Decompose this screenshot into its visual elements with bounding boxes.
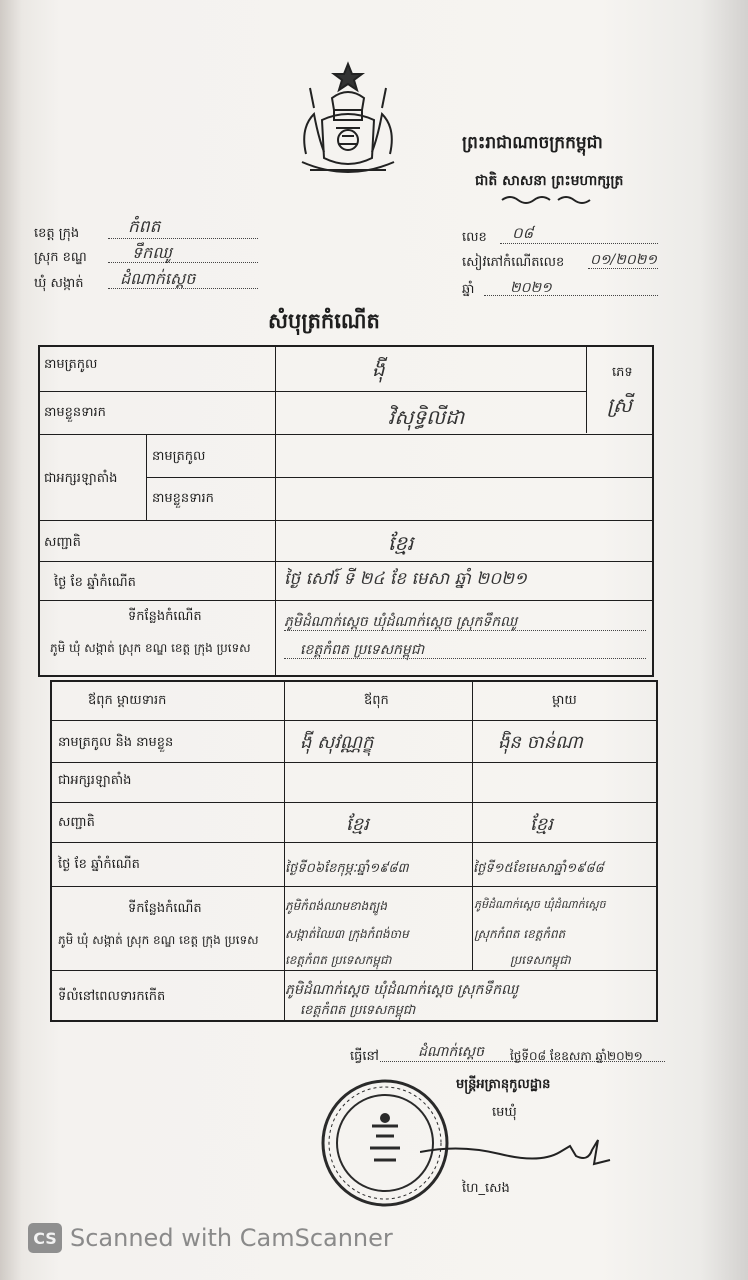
mother-name: ង៉ិន ចាន់ណា (498, 732, 583, 753)
parents-name-label: នាមត្រកូល និង នាមខ្លួន (58, 735, 174, 750)
document-title: សំបុត្រកំណើត (268, 309, 380, 333)
commune-label: ឃុំ សង្កាត់ (34, 276, 84, 291)
ornament-divider-icon (500, 194, 592, 206)
child-pob-value-2: ខេត្តកំពត ប្រទេសកម្ពុជា (300, 642, 425, 658)
father-pob-3: ខេត្តកំពត ប្រទេសកម្ពុជា (285, 953, 392, 967)
district-label: ស្រុក ខណ្ឌ (34, 250, 87, 265)
father-column-label: ឪពុក (364, 693, 389, 708)
sex-label: ភេទ (612, 365, 633, 380)
year-label: ឆ្នាំ (462, 282, 475, 297)
mother-nationality: ខ្មែរ (530, 814, 553, 835)
latin-label: ជាអក្សរឡាតាំង (44, 471, 118, 486)
official-title: មន្ត្រីអត្រានុកូលដ្ឋាន (456, 1077, 551, 1092)
parents-pob-label-1: ទីកន្លែងកំណើត (128, 901, 202, 916)
district-dotline (108, 262, 258, 263)
camscanner-logo-icon: CS (28, 1223, 62, 1253)
province-label: ខេត្ត ក្រុង (34, 226, 80, 241)
parents-dob-label: ថ្ងៃ ខែ ឆ្នាំកំណើត (58, 857, 140, 872)
child-nationality-value: ខ្មែរ (388, 531, 414, 555)
residence-value-1: ភូមិដំណាក់ស្ដេច ឃុំដំណាក់ស្ដេច ស្រុកទឹកឈូ (285, 982, 519, 998)
parents-header-label: ឪពុក ម្ដាយទារក (88, 693, 167, 708)
number-value: ០៨ (512, 224, 534, 242)
child-dob-value: ថ្ងៃ សៅរ៍ ទី ២៤ ខែ មេសា ឆ្នាំ ២០២១ (284, 569, 527, 589)
national-motto: ជាតិ សាសនា ព្រះមហាក្សត្រ (475, 173, 624, 189)
child-surname-value: ង៉ី (372, 357, 385, 381)
mother-dob: ថ្ងៃទី១៥ខែមេសាឆ្នាំ១៩៨៨ (473, 861, 604, 876)
number-label: លេខ (462, 230, 487, 245)
parents-pob-label-2: ភូមិ ឃុំ សង្កាត់ ស្រុក ខណ្ឌ ខេត្ត ក្រុង ប្រទេស (58, 933, 259, 947)
camscanner-text: Scanned with CamScanner (70, 1224, 393, 1252)
father-pob-2: សង្កាត់ឈៃ៣ ក្រុងកំពង់ចាម (285, 927, 409, 941)
child-given-value: វិសុទ្ធិលីដា (388, 405, 465, 429)
mother-column-label: ម្ដាយ (552, 693, 577, 708)
father-pob-1: ភូមិកំពង់ឈាមខាងត្បូង (285, 899, 388, 913)
latin-surname-label: នាមត្រកូល (152, 449, 206, 464)
official-role: មេឃុំ (492, 1105, 517, 1120)
parents-latin-label: ជាអក្សរឡាតាំង (58, 773, 132, 788)
child-pob-value-1: ភូមិដំណាក់ស្ដេច ឃុំដំណាក់ស្ដេច ស្រុកទឹកឈូ (284, 614, 518, 630)
latin-given-label: នាមខ្លួនទារក (152, 491, 214, 506)
year-value: ២០២១ (510, 280, 552, 296)
child-pob-label-1: ទីកន្លែងកំណើត (128, 609, 202, 624)
child-dob-label: ថ្ងៃ ខែ ឆ្នាំកំណើត (54, 575, 136, 590)
issue-date: ថ្ងៃទី០៨ ខែឧសភា ឆ្នាំ២០២១ (510, 1049, 643, 1063)
child-surname-label: នាមត្រកូល (44, 357, 98, 372)
child-nationality-label: សញ្ជាតិ (44, 535, 81, 550)
residence-label: ទីលំនៅពេលទារកកើត (58, 989, 166, 1004)
province-value: កំពត (128, 217, 161, 237)
mother-pob-1: ភូមិដំណាក់ស្ដេច ឃុំដំណាក់ស្ដេច (474, 898, 606, 911)
mother-pob-3: ប្រទេសកម្ពុជា (510, 953, 571, 967)
kingdom-title: ព្រះរាជាណាចក្រកម្ពុជា (462, 133, 603, 153)
district-value: ទឹកឈូ (132, 243, 172, 262)
sex-value: ស្រី (607, 393, 632, 417)
made-at-value: ដំណាក់ស្ដេច (418, 1044, 484, 1060)
child-given-label: នាមខ្លួនទារក (44, 405, 106, 420)
child-pob-label-2: ភូមិ ឃុំ សង្កាត់ ស្រុក ខណ្ឌ ខេត្ត ក្រុង ប្រទេស (50, 641, 251, 655)
signer-name: ហៃ_សេង (462, 1181, 510, 1196)
book-label: សៀវភៅកំណើតលេខ (462, 255, 565, 270)
book-value: ០១/២០២១ (590, 252, 657, 268)
father-nationality: ខ្មែរ (346, 814, 369, 835)
signature-icon (420, 1134, 620, 1178)
camscanner-watermark (28, 1218, 393, 1258)
commune-value: ដំណាក់ស្ដេច (120, 269, 196, 288)
mother-pob-2: ស្រុកកំពត ខេត្តកំពត (474, 927, 566, 941)
parents-nationality-label: សញ្ជាតិ (58, 815, 95, 830)
father-dob: ថ្ងៃទី០៦ខែកុម្ភៈឆ្នាំ១៩៨៣ (285, 861, 409, 876)
residence-value-2: ខេត្តកំពត ប្រទេសកម្ពុជា (300, 1003, 416, 1018)
father-name: ង៉ី សុវណ្ណក្ខុ (300, 732, 374, 753)
royal-emblem-icon (292, 58, 404, 184)
made-at-label: ធ្វើនៅ (350, 1049, 379, 1064)
